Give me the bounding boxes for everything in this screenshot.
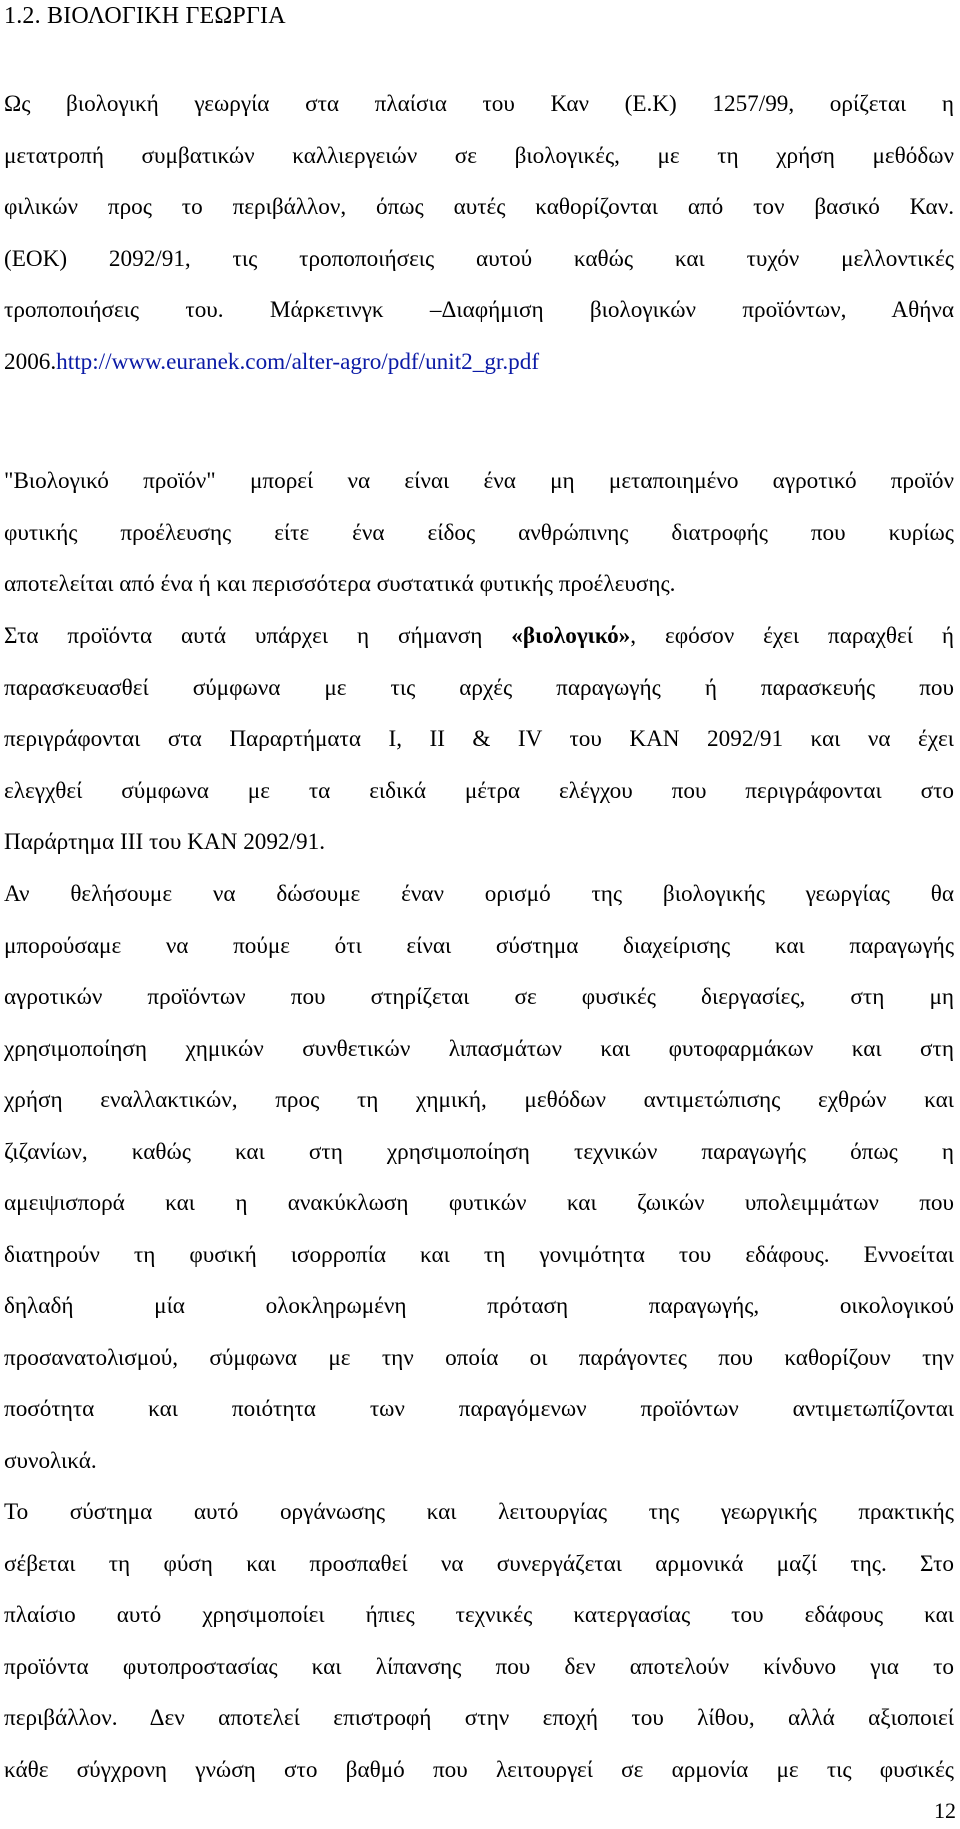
source-link[interactable]: http://www.euranek.com/alter-agro/pdf/unit2_gr.pdf [56,348,540,375]
text-line: μετατροπή συμβατικών καλλιεργειών σε βιολογικές, με τη χρήση μεθόδων [4,142,954,169]
text-line: "Βιολογικό προϊόν" μπορεί να είναι ένα μη μεταποιημένο αγροτικό προϊόν [4,468,954,494]
text-fragment: Στα προϊόντα αυτά υπάρχει η σήμανση [4,623,512,649]
text-line: αποτελείται από ένα ή και περισσότερα συστατικά φυτικής προέλευσης. [4,571,676,597]
text-line: φιλικών προς το περιβάλλον, όπως αυτές καθορίζονται από τον βασικό Καν. [4,194,954,220]
paragraph-organic-farming-definition [4,869,954,1487]
text-line: χρήση εναλλακτικών, προς τη χημική, μεθόδων αντιμετώπισης εχθρών και [4,1087,954,1113]
text-line: Παράρτημα ΙΙΙ του ΚΑΝ 2092/91. [4,829,325,855]
text-line: σέβεται τη φύση και προσπαθεί να συνεργάζεται αρμονικά μαζί της. Στο [4,1550,954,1577]
text-line: Αν θελήσουμε να δώσουμε έναν ορισμό της βιολογικής γεωργίας θα [4,881,954,907]
text-line: περιγράφονται στα Παραρτήματα Ι, ΙΙ & ΙV του ΚΑΝ 2092/91 και να έχει [4,726,954,752]
text-line: περιβάλλον. Δεν αποτελεί επιστροφή στην εποχή του λίθου, αλλά αξιοποιεί [4,1705,954,1731]
section-heading: 1.2. ΒΙΟΛΟΓΙΚΗ ΓΕΩΡΓΙΑ [4,3,286,29]
text-line: Ως βιολογική γεωργία στα πλαίσια του Καν (Ε.Κ) 1257/99, ορίζεται η [4,91,954,117]
text-line: (ΕΟΚ) 2092/91, τις τροποποιήσεις αυτού καθώς και τυχόν μελλοντικές [4,245,954,272]
paragraph-definition [4,79,954,388]
text-line: προσανατολισμού, σύμφωνα με την οποία οι παράγοντες που καθορίζουν την [4,1344,954,1371]
text-line: αγροτικών προϊόντων που στηρίζεται σε φυσικές διεργασίες, στη μη [4,984,954,1010]
text-fragment: 2006. [4,348,57,375]
text-line: κάθε σύγχρονη γνώση στο βαθμό που λειτουργεί σε αρμονία με τις φυσικές [4,1756,954,1783]
text-line: διατηρούν τη φυσική ισορροπία και τη γονιμότητα του εδάφους. Εννοείται [4,1241,954,1268]
text-line: παρασκευασθεί σύμφωνα με τις αρχές παραγωγής ή παρασκευής που [4,674,954,701]
text-line: προϊόντα φυτοπροστασίας και λίπανσης που δεν αποτελούν κίνδυνο για το [4,1653,954,1680]
text-line: πλαίσιο αυτό χρησιμοποίει ήπιες τεχνικές κατεργασίας του εδάφους και [4,1602,954,1628]
text-line: ζιζανίων, καθώς και στη χρησιμοποίηση τεχνικών παραγωγής όπως η [4,1138,954,1165]
page-number: 12 [934,1798,956,1823]
paragraph-labelling [4,611,954,869]
text-line: αμειψισπορά και η ανακύκλωση φυτικών και ζωικών υπολειμμάτων που [4,1190,954,1216]
text-line: ποσότητα και ποιότητα των παραγόμενων προϊόντων αντιμετωπίζονται [4,1396,954,1422]
text-line: μπορούσαμε να πούμε ότι είναι σύστημα διαχείρισης και παραγωγής [4,932,954,959]
paragraph-organic-product [4,456,954,611]
bold-term: «βιολογικό» [511,623,631,649]
text-line: χρησιμοποίηση χημικών συνθετικών λιπασμάτων και φυτοφαρμάκων και στη [4,1035,954,1062]
text-line: δηλαδή μία ολοκληρωμένη πρόταση παραγωγής, οικολογικού [4,1293,954,1319]
text-line: ελεγχθεί σύμφωνα με τα ειδικά μέτρα ελέγχου που περιγράφονται στο [4,777,954,804]
text-line-with-bold [4,611,954,663]
text-line: τροποποιήσεις του. Μάρκετινγκ –Διαφήμιση βιολογικών προϊόντων, Αθήνα [4,297,954,323]
text-fragment: , εφόσον έχει παραχθεί ή [630,623,954,649]
text-line: φυτικής προέλευσης είτε ένα είδος ανθρώπινης διατροφής που κυρίως [4,519,954,546]
text-line-with-link [4,337,954,389]
text-line: συνολικά. [4,1447,97,1474]
text-line: Το σύστημα αυτό οργάνωσης και λειτουργίας της γεωργικής πρακτικής [4,1499,954,1525]
paragraph-system-respect [4,1487,954,1796]
